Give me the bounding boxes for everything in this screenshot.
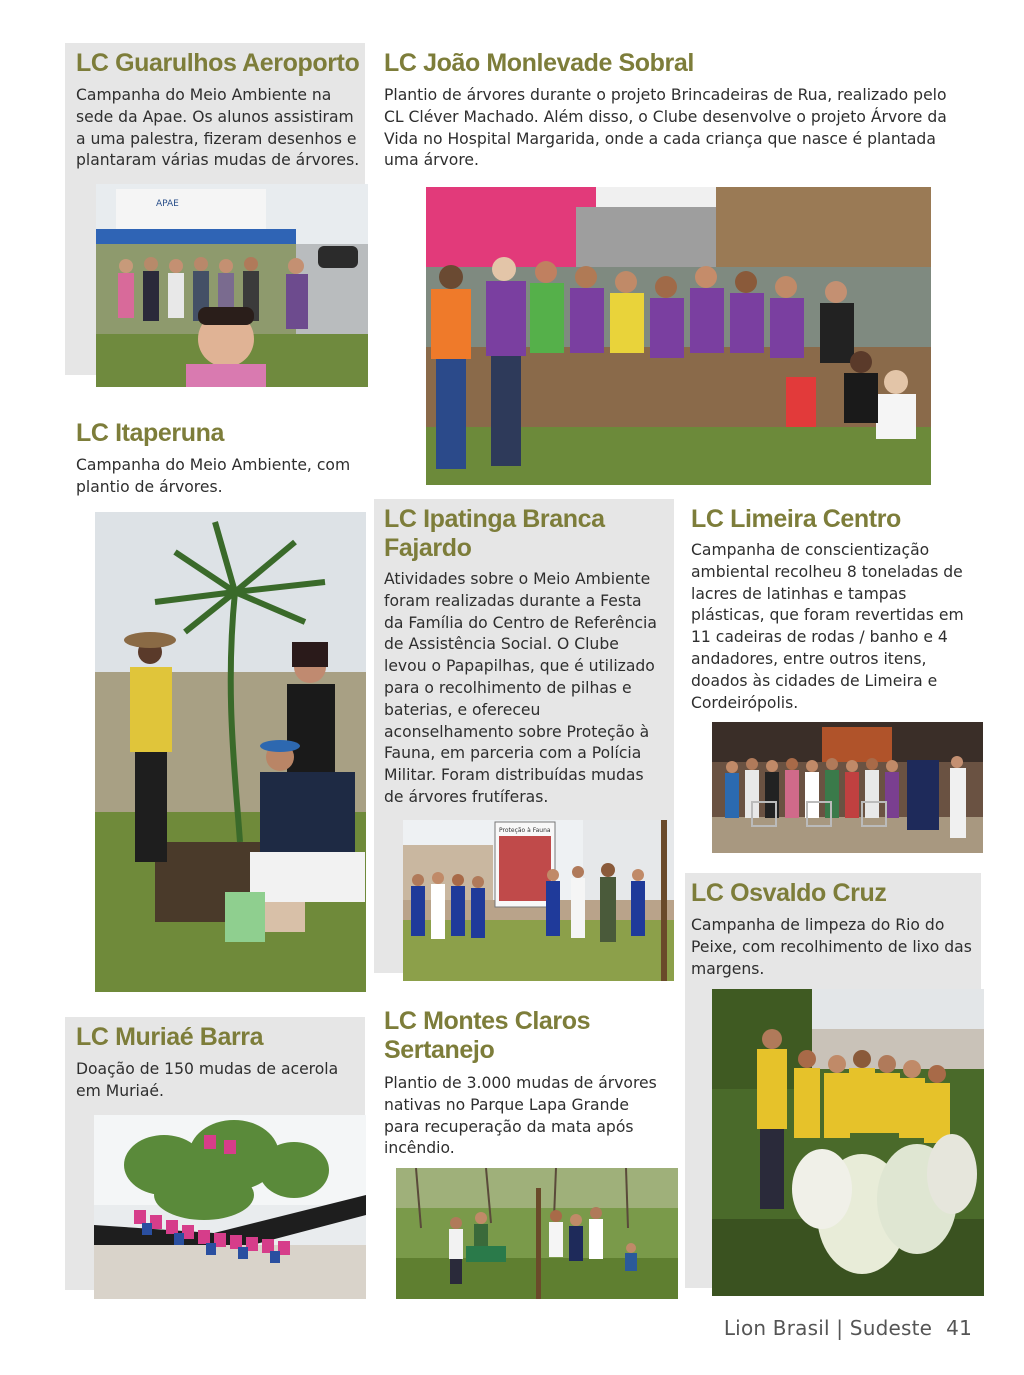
article-title-ipatinga: LC Ipatinga Branca Fajardo	[384, 505, 605, 562]
photo-osvaldo-cruz	[712, 989, 984, 1296]
article-text-guarulhos: Campanha do Meio Ambiente na sede da Apae. Os alunos assistiram a uma palestra, fizeram desenhos e plantaram várias mudas de árvores.	[76, 86, 360, 170]
photo-muriae	[94, 1115, 366, 1299]
photo-ipatinga	[403, 820, 674, 981]
fauna-sign-text: Proteção à Fauna	[499, 827, 551, 834]
page-number: 41	[946, 1316, 972, 1340]
article-text-muriae: Doação de 150 mudas de acerola em Muriaé.	[76, 1060, 339, 1100]
article-text-limeira: Campanha de conscientização ambiental recolheu 8 toneladas de lacres de latinhas e tampas plásticas, que foram revertidas em 11 cadeiras de rodas / banho e 4 andadores, entre outros itens, doados às cidades de Limeira e Cordeirópolis.	[691, 541, 964, 712]
article-title-itaperuna: LC Itaperuna	[76, 419, 224, 447]
article-title-limeira: LC Limeira Centro	[691, 505, 901, 533]
article-text-itaperuna: Campanha do Meio Ambiente, com plantio de árvores.	[76, 456, 351, 496]
photo-joao-monlevade	[426, 187, 931, 485]
publication-name: Lion Brasil | Sudeste	[723, 1316, 933, 1340]
article-title-joao-monlevade: LC João Monlevade Sobral	[384, 49, 694, 77]
photo-montes-claros	[396, 1168, 678, 1299]
article-title-montes-claros: LC Montes Claros Sertanejo	[384, 1007, 591, 1064]
article-title-muriae: LC Muriaé Barra	[76, 1023, 264, 1051]
article-text-ipatinga: Atividades sobre o Meio Ambiente foram realizadas durante a Festa da Família do Centro de Referência de Assistência Social. O Clube levou o Papapilhas, que é utilizado para o recolhimento de pilhas e baterias, e ofereceu aconselhamento sobre Proteção à Fauna, em parceria com a Polícia Militar. Foram distribuídas mudas de árvores frutíferas.	[384, 570, 657, 806]
article-text-montes-claros: Plantio de 3.000 mudas de árvores nativas no Parque Lapa Grande para recuperação da mata após incêndio.	[384, 1074, 657, 1158]
article-title-osvaldo-cruz: LC Osvaldo Cruz	[691, 879, 887, 907]
apae-sign-text: APAE	[156, 199, 179, 209]
photo-itaperuna	[95, 512, 366, 992]
article-text-osvaldo-cruz: Campanha de limpeza do Rio do Peixe, com recolhimento de lixo das margens.	[691, 916, 972, 978]
page-footer	[724, 1316, 972, 1340]
article-text-joao-monlevade: Plantio de árvores durante o projeto Brincadeiras de Rua, realizado pelo CL Cléver Machado. Além disso, o Clube desenvolve o projeto Árvore da Vida no Hospital Margarida, onde a cada criança que nasce é plantada uma árvore.	[384, 86, 947, 170]
photo-limeira	[712, 722, 983, 853]
photo-guarulhos	[96, 184, 368, 387]
article-title-guarulhos: LC Guarulhos Aeroporto	[76, 49, 360, 77]
